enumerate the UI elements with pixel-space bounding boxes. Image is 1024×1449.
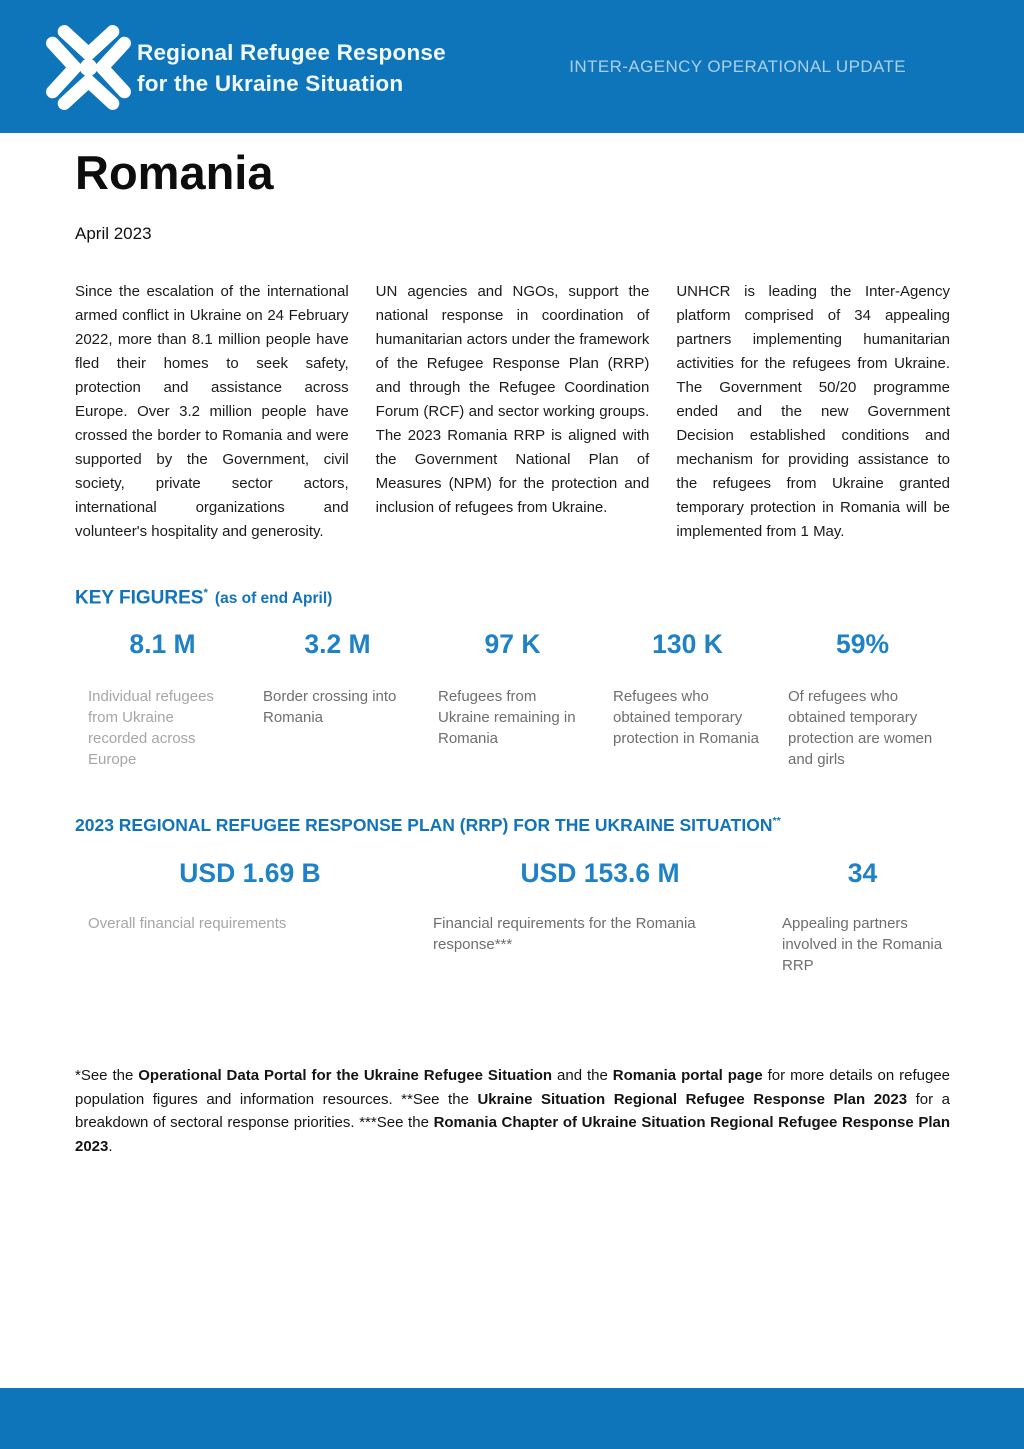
footnote-link-odp: Operational Data Portal for the Ukraine Refugee Situation [138, 1067, 553, 1085]
footnote-segment: for more details on refugee population figures and information resources. **See the [75, 1067, 951, 1108]
rrp-figure-caption: Financial requirements for the Romania response*** [433, 915, 696, 954]
key-figure-caption: Refugees who obtained temporary protection in Romania [613, 688, 759, 748]
document-type-label: INTER-AGENCY OPERATIONAL UPDATE [569, 57, 906, 76]
footer-band [0, 1388, 1024, 1449]
footnote-link-rrp-2023: Ukraine Situation Regional Refugee Response Plan 2023 [477, 1090, 908, 1108]
rrp-chevrons-logo-icon [40, 19, 137, 116]
brand-title [137, 37, 446, 99]
rrp-figure-romania [425, 855, 775, 976]
intro-column-1: Since the escalation of the international armed conflict in Ukraine on 24 February 2022, more than 8.1 million people have fled their homes to seek safety, protection and assistance across Europe. Over 3.2 million people have crossed the border to Romania and were supported by the Government, civil society, private sector actors, international organizations and volunteer's hospitality and generosity. [75, 283, 349, 540]
key-figures-row [75, 626, 950, 770]
key-figure-value: 8.1 M [129, 629, 196, 660]
rrp-figure-value: USD 1.69 B [179, 858, 321, 889]
footnote-segment: and the [552, 1067, 613, 1085]
rrp-figure-caption: Appealing partners involved in the Romania RRP [782, 915, 943, 975]
intro-column-3: UNHCR is leading the Inter-Agency platform comprised of 34 appealing partners implementing humanitarian activities for the refugees from Ukraine. The Government 50/20 programme ended and the new Government Decision established conditions and mechanism for providing assistance to the refugees from Ukraine granted temporary protection in Romania will be implemented from 1 May. [676, 283, 951, 540]
key-figure-value: 130 K [652, 629, 723, 660]
key-figures-heading-suffix: (as of end April) [214, 590, 333, 608]
key-figures-heading [75, 582, 950, 610]
footnote-segment: *See the [75, 1067, 139, 1085]
rrp-figure-value: 34 [847, 858, 878, 889]
key-figure-temporary-protection [600, 626, 775, 770]
key-figure-remaining [425, 626, 600, 770]
rrp-figure-value: USD 153.6 M [520, 858, 680, 889]
key-figure-women-girls [775, 626, 950, 770]
key-figure-caption: Of refugees who obtained temporary protection are women and girls [788, 688, 933, 769]
report-date: April 2023 [75, 224, 152, 243]
rrp-figure-partners [775, 855, 950, 976]
rrp-note-marker: ** [772, 815, 781, 828]
page-title: Romania [75, 146, 274, 199]
key-figure-europe [75, 626, 250, 770]
key-figure-value: 3.2 M [304, 629, 371, 660]
brand-title-line1: Regional Refugee Response [137, 40, 446, 65]
key-figure-caption: Refugees from Ukraine remaining in Romania [438, 688, 576, 748]
footnote-segment: for a breakdown of sectoral response priorities. ***See the [75, 1090, 951, 1132]
footnote-segment: . [108, 1137, 113, 1155]
key-figure-border-crossings [250, 626, 425, 770]
key-figure-value: 97 K [484, 629, 541, 660]
rrp-figure-overall [75, 855, 425, 976]
rrp-heading-text: 2023 REGIONAL REFUGEE RESPONSE PLAN (RRP) FOR THE UKRAINE SITUATION [75, 815, 773, 836]
key-figures-note-marker: * [203, 587, 208, 599]
footnote-text [75, 1064, 950, 1158]
page-content [0, 145, 1024, 1158]
header-band [0, 0, 1024, 133]
key-figure-caption: Individual refugees from Ukraine recorded across Europe [88, 688, 214, 769]
brand-title-line2: for the Ukraine Situation [137, 71, 404, 96]
key-figure-caption: Border crossing into Romania [263, 688, 397, 727]
footnote-link-romania-chapter: Romania Chapter of Ukraine Situation Regional Refugee Response Plan 2023 [75, 1114, 950, 1155]
intro-column-2: UN agencies and NGOs, support the national response in coordination of humanitarian actors under the framework of the Refugee Response Plan (RRP) and through the Refugee Coordination Forum (RCF) and sector working groups. The 2023 Romania RRP is aligned with the Government National Plan of Measures (NPM) for the protection and inclusion of refugees from Ukraine. [375, 283, 650, 516]
key-figures-heading-text: KEY FIGURES [75, 587, 204, 609]
rrp-figures-row [75, 855, 950, 976]
footnote-link-romania-portal: Romania portal page [612, 1067, 763, 1085]
intro-columns [75, 280, 950, 544]
rrp-heading [75, 810, 950, 837]
rrp-figure-caption: Overall financial requirements [88, 915, 287, 933]
key-figure-value: 59% [835, 629, 890, 660]
